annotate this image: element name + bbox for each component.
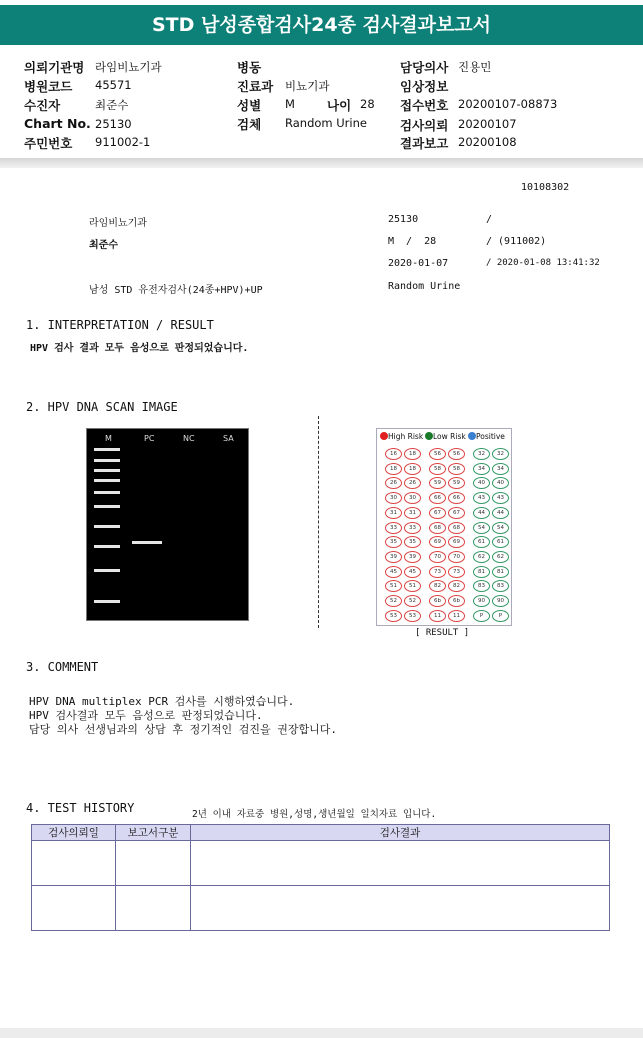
hpv-type-oval: 61	[492, 536, 509, 548]
value-receipt-no: 20200107-08873	[458, 97, 558, 111]
hpv-type-oval: 51	[404, 580, 421, 592]
hpv-type-oval: 66	[429, 492, 446, 504]
hpv-type-oval: 35	[404, 536, 421, 548]
hpv-type-oval: P	[492, 610, 509, 622]
ladder-band	[94, 600, 120, 603]
hpv-type-oval: 70	[429, 551, 446, 563]
hpv-type-oval: 30	[404, 492, 421, 504]
label-doctor: 담당의사	[400, 60, 449, 75]
value-dept: 비뇨기과	[285, 79, 330, 93]
table-cell	[191, 841, 610, 886]
comment-line: HPV 검사결과 모두 음성으로 판정되었습니다.	[29, 709, 263, 722]
gel-image	[86, 428, 249, 621]
ladder-band	[94, 479, 120, 482]
label-clinic: 의뢰기관명	[24, 60, 85, 75]
lane-label-nc: NC	[183, 434, 195, 443]
hpv-type-oval: 34	[492, 463, 509, 475]
header-divider	[0, 158, 643, 168]
hpv-type-oval: 43	[492, 492, 509, 504]
summary-chart: 25130	[388, 214, 419, 225]
hpv-type-oval: 32	[473, 448, 490, 460]
label-dept: 진료과	[237, 79, 274, 94]
table-header-row	[32, 825, 610, 841]
value-clinic: 라임비뇨기과	[95, 60, 162, 74]
ladder-band	[94, 569, 120, 572]
hpv-type-oval: 59	[429, 477, 446, 489]
summary-clinic: 라임비뇨기과	[89, 218, 147, 229]
label-age: 나이	[327, 98, 352, 113]
value-resident-no: 911002-1	[95, 135, 151, 149]
lane-label-sa: SA	[223, 434, 234, 443]
value-report-date: 20200108	[458, 135, 517, 149]
label-report-date: 결과보고	[400, 136, 449, 151]
value-specimen: Random Urine	[285, 116, 367, 130]
hpv-type-oval: 81	[473, 566, 490, 578]
hpv-type-oval: 82	[448, 580, 465, 592]
hpv-type-oval: 33	[385, 522, 402, 534]
hpv-type-oval: 18	[404, 448, 421, 460]
hpv-type-oval: P	[473, 610, 490, 622]
table-row	[32, 886, 610, 931]
value-patient: 최준수	[95, 98, 129, 112]
hpv-type-oval: 68	[429, 522, 446, 534]
hpv-type-oval: 11	[448, 610, 465, 622]
label-hospital-code: 병원코드	[24, 79, 73, 94]
hpv-type-oval: 56	[429, 448, 446, 460]
hpv-type-oval: 16	[385, 448, 402, 460]
summary-test-name: 남성 STD 유전자검사(24종+HPV)+UP	[89, 285, 263, 296]
hpv-type-oval: 31	[404, 507, 421, 519]
ladder-band	[94, 505, 120, 508]
result-caption: [ RESULT ]	[415, 628, 470, 638]
value-doctor: 진용민	[458, 60, 492, 74]
hpv-type-oval: 73	[448, 566, 465, 578]
hpv-type-oval: 39	[404, 551, 421, 563]
value-sex: M	[285, 97, 295, 111]
hpv-type-oval: 35	[385, 536, 402, 548]
hpv-type-oval: 39	[385, 551, 402, 563]
hpv-type-oval: 83	[473, 580, 490, 592]
header-request-date: 검사의뢰일	[32, 825, 116, 841]
label-specimen: 검체	[237, 117, 262, 132]
hpv-type-oval: 43	[473, 492, 490, 504]
hpv-type-oval: 32	[492, 448, 509, 460]
ladder-band	[94, 448, 120, 451]
pc-band	[132, 541, 162, 544]
hpv-type-oval: 51	[385, 580, 402, 592]
hpv-type-oval: 53	[404, 610, 421, 622]
report-id: 10108302	[521, 182, 570, 193]
hpv-type-oval: 45	[385, 566, 402, 578]
report-title: STD 남성종합검사24종 검사결과보고서	[0, 5, 643, 45]
hpv-type-oval: 52	[404, 595, 421, 607]
hpv-type-oval: 18	[404, 463, 421, 475]
lane-label-pc: PC	[144, 434, 155, 443]
green-dot-icon	[425, 432, 433, 440]
ladder-band	[94, 545, 120, 548]
comment-line: HPV DNA multiplex PCR 검사를 시행하였습니다.	[29, 695, 295, 708]
summary-received: 2020-01-07	[388, 258, 449, 269]
section-3-title: 3. COMMENT	[26, 660, 99, 674]
label-resident-no: 주민번호	[24, 136, 73, 151]
blue-dot-icon	[468, 432, 476, 440]
hpv-type-oval: 52	[385, 595, 402, 607]
hpv-type-oval: 11	[429, 610, 446, 622]
value-chart-no: 25130	[95, 117, 132, 131]
value-request-date: 20200107	[458, 117, 517, 131]
hpv-type-oval: 58	[448, 463, 465, 475]
table-row	[32, 841, 610, 886]
value-age: 28	[360, 97, 375, 111]
section-divider	[318, 416, 319, 628]
hpv-type-oval: 67	[448, 507, 465, 519]
hpv-type-oval: 33	[404, 522, 421, 534]
hpv-type-oval: 34	[473, 463, 490, 475]
hpv-type-oval: 81	[492, 566, 509, 578]
hpv-type-oval: 54	[492, 522, 509, 534]
history-note: 2년 이내 자료중 병원,성명,생년월일 일치자료 입니다.	[192, 809, 437, 820]
hpv-type-oval: 26	[404, 477, 421, 489]
hpv-type-oval: 45	[404, 566, 421, 578]
hpv-type-oval: 6b	[448, 595, 465, 607]
hpv-type-oval: 83	[492, 580, 509, 592]
hpv-type-oval: 62	[492, 551, 509, 563]
label-chart-no: Chart No.	[24, 116, 91, 131]
hpv-type-oval: 44	[473, 507, 490, 519]
interpretation-text: HPV 검사 결과 모두 음성으로 판정되었습니다.	[30, 343, 249, 354]
hpv-type-oval: 44	[492, 507, 509, 519]
summary-reported: / 2020-01-08 13:41:32	[486, 258, 600, 268]
red-dot-icon	[380, 432, 388, 440]
ladder-band	[94, 459, 120, 462]
legend-positive: Positive	[468, 432, 505, 441]
lane-label-m: M	[105, 434, 112, 443]
hpv-type-oval: 68	[448, 522, 465, 534]
hpv-type-oval: 40	[473, 477, 490, 489]
table-cell	[116, 886, 191, 931]
footer-bar	[0, 1028, 643, 1038]
hpv-type-oval: 90	[473, 595, 490, 607]
table-cell	[191, 886, 610, 931]
hpv-type-oval: 66	[448, 492, 465, 504]
hpv-type-oval: 69	[429, 536, 446, 548]
section-4-title: 4. TEST HISTORY	[26, 801, 135, 815]
legend-high-risk: High Risk	[380, 432, 423, 441]
hpv-type-oval: 73	[429, 566, 446, 578]
hpv-type-oval: 61	[473, 536, 490, 548]
summary-id: / (911002)	[486, 236, 547, 247]
comment-line: 담당 의사 선생님과의 상담 후 정기적인 검진을 권장합니다.	[29, 723, 338, 736]
section-2-title: 2. HPV DNA SCAN IMAGE	[26, 400, 178, 414]
ladder-band	[94, 491, 120, 494]
hpv-type-oval: 69	[448, 536, 465, 548]
label-receipt-no: 접수번호	[400, 98, 449, 113]
legend-low-risk: Low Risk	[425, 432, 466, 441]
hpv-type-oval: 30	[385, 492, 402, 504]
table-cell	[116, 841, 191, 886]
hpv-type-oval: 40	[492, 477, 509, 489]
value-hospital-code: 45571	[95, 78, 132, 92]
ladder-band	[94, 469, 120, 472]
hpv-result-panel	[376, 428, 512, 626]
test-history-table	[31, 824, 610, 931]
header-result: 검사결과	[191, 825, 610, 841]
hpv-type-oval: 82	[429, 580, 446, 592]
hpv-type-oval: 54	[473, 522, 490, 534]
hpv-type-oval: 6b	[429, 595, 446, 607]
hpv-type-oval: 59	[448, 477, 465, 489]
label-clinical-info: 임상정보	[400, 79, 449, 94]
ladder-band	[94, 525, 120, 528]
hpv-type-oval: 26	[385, 477, 402, 489]
hpv-type-oval: 90	[492, 595, 509, 607]
table-cell	[32, 886, 116, 931]
label-patient: 수진자	[24, 98, 61, 113]
hpv-type-oval: 18	[385, 463, 402, 475]
label-request-date: 검사의뢰	[400, 118, 449, 133]
header-report-type: 보고서구분	[116, 825, 191, 841]
hpv-type-oval: 56	[448, 448, 465, 460]
summary-specimen: Random Urine	[388, 281, 461, 292]
summary-sex-age: M / 28	[388, 236, 437, 247]
hpv-type-oval: 53	[385, 610, 402, 622]
hpv-type-oval: 67	[429, 507, 446, 519]
section-1-title: 1. INTERPRETATION / RESULT	[26, 318, 214, 332]
summary-name: 최준수	[89, 240, 118, 251]
summary-slash: /	[486, 214, 493, 225]
hpv-type-oval: 62	[473, 551, 490, 563]
label-sex: 성별	[237, 98, 262, 113]
table-cell	[32, 841, 116, 886]
label-ward: 병동	[237, 60, 262, 75]
hpv-type-oval: 70	[448, 551, 465, 563]
hpv-type-oval: 58	[429, 463, 446, 475]
hpv-type-oval: 31	[385, 507, 402, 519]
